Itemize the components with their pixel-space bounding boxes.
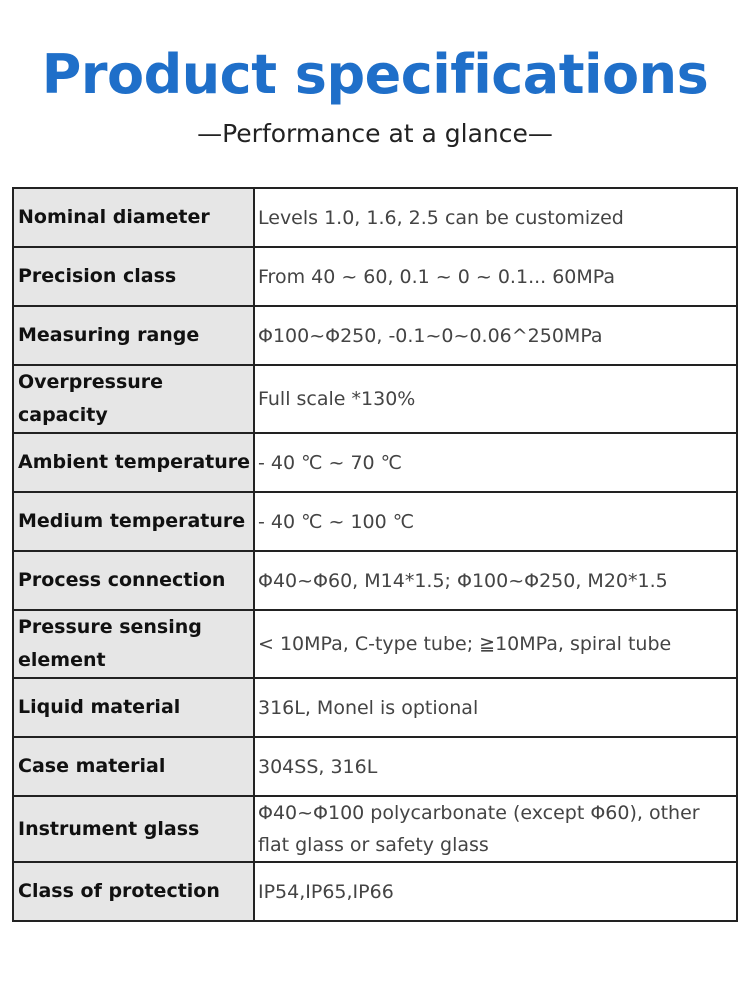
table-row (13, 306, 737, 365)
spec-value: Φ40~Φ60, M14*1.5; Φ100~Φ250, M20*1.5 (254, 551, 737, 610)
spec-value: Φ40~Φ100 polycarbonate (except Φ60), other flat glass or safety glass (254, 796, 737, 862)
table-row (13, 678, 737, 737)
spec-label: Class of protection (13, 862, 254, 921)
spec-label: Nominal diameter (13, 188, 254, 247)
spec-label: Measuring range (13, 306, 254, 365)
spec-value: - 40 ℃ ~ 70 ℃ (254, 433, 737, 492)
spec-label: Precision class (13, 247, 254, 306)
spec-value: < 10MPa, C-type tube; ≧10MPa, spiral tube (254, 610, 737, 678)
spec-value: 304SS, 316L (254, 737, 737, 796)
spec-value: - 40 ℃ ~ 100 ℃ (254, 492, 737, 551)
spec-value: 316L, Monel is optional (254, 678, 737, 737)
spec-label: Instrument glass (13, 796, 254, 862)
table-row (13, 247, 737, 306)
spec-value: IP54,IP65,IP66 (254, 862, 737, 921)
table-row (13, 365, 737, 433)
spec-table (12, 187, 738, 922)
spec-label: Process connection (13, 551, 254, 610)
spec-value: From 40 ~ 60, 0.1 ~ 0 ~ 0.1... 60MPa (254, 247, 737, 306)
table-row (13, 737, 737, 796)
spec-label: Pressure sensing element (13, 610, 254, 678)
spec-label: Liquid material (13, 678, 254, 737)
table-row (13, 796, 737, 862)
spec-label: Overpressure capacity (13, 365, 254, 433)
spec-label: Case material (13, 737, 254, 796)
page-title: Product specifications (41, 43, 709, 106)
spec-value: Full scale *130% (254, 365, 737, 433)
page-subtitle: —Performance at a glance— (197, 119, 553, 148)
table-row (13, 551, 737, 610)
table-row (13, 433, 737, 492)
table-row (13, 188, 737, 247)
table-row (13, 610, 737, 678)
table-row (13, 862, 737, 921)
spec-label: Medium temperature (13, 492, 254, 551)
spec-label: Ambient temperature (13, 433, 254, 492)
table-row (13, 492, 737, 551)
spec-value: Levels 1.0, 1.6, 2.5 can be customized (254, 188, 737, 247)
spec-value: Φ100~Φ250, -0.1~0~0.06^250MPa (254, 306, 737, 365)
